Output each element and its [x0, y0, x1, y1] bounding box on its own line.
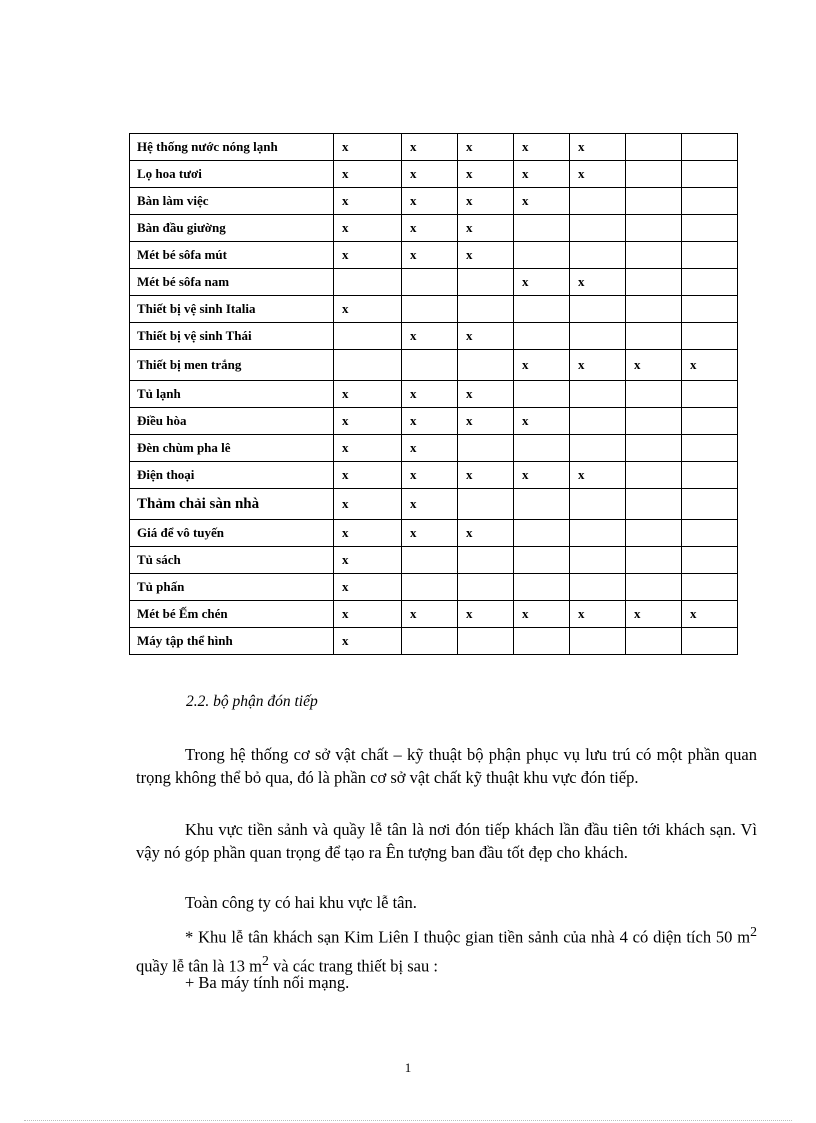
mark-cell: x: [514, 601, 570, 628]
table-row: [130, 215, 738, 242]
equipment-name-cell: Máy tập thể hình: [130, 628, 334, 655]
equipment-name-cell: Bàn làm việc: [130, 188, 334, 215]
mark-cell: [626, 269, 682, 296]
mark-cell: [514, 435, 570, 462]
mark-cell: x: [514, 188, 570, 215]
mark-cell: x: [402, 215, 458, 242]
equipment-name-cell: Mét bé sôfa nam: [130, 269, 334, 296]
mark-cell: x: [402, 601, 458, 628]
table-row: [130, 188, 738, 215]
mark-cell: x: [334, 628, 402, 655]
table-row: [130, 547, 738, 574]
table-row: [130, 296, 738, 323]
mark-cell: [570, 489, 626, 520]
mark-cell: x: [402, 242, 458, 269]
mark-cell: [682, 323, 738, 350]
mark-cell: [626, 489, 682, 520]
equipment-name-cell: Thiết bị men trắng: [130, 350, 334, 381]
mark-cell: x: [682, 350, 738, 381]
paragraph-4-part-c: và các trang thiết bị sau :: [268, 956, 438, 975]
mark-cell: [402, 628, 458, 655]
mark-cell: [402, 350, 458, 381]
mark-cell: [458, 547, 514, 574]
equipment-name-cell: Mét bé sôfa mút: [130, 242, 334, 269]
section-heading: 2.2. bộ phận đón tiếp: [186, 693, 318, 710]
mark-cell: [626, 161, 682, 188]
mark-cell: x: [458, 520, 514, 547]
mark-cell: [682, 242, 738, 269]
mark-cell: x: [334, 547, 402, 574]
mark-cell: [626, 574, 682, 601]
mark-cell: x: [514, 269, 570, 296]
mark-cell: [570, 574, 626, 601]
mark-cell: [570, 188, 626, 215]
equipment-name-cell: Thiết bị vệ sinh Thái: [130, 323, 334, 350]
mark-cell: [682, 520, 738, 547]
paragraph-2: Khu vực tiền sảnh và quầy lễ tân là nơi đón tiếp khách lần đầu tiên tới khách sạn. Vì vậy nó góp phần quan trọng để tạo ra Ên tượng ban đầu tốt đẹp cho khách.: [136, 820, 757, 862]
table-row: [130, 242, 738, 269]
mark-cell: [626, 435, 682, 462]
mark-cell: x: [334, 462, 402, 489]
mark-cell: x: [514, 350, 570, 381]
mark-cell: x: [458, 134, 514, 161]
mark-cell: [626, 323, 682, 350]
mark-cell: [514, 296, 570, 323]
equipment-name-cell: Đèn chùm pha lê: [130, 435, 334, 462]
mark-cell: [458, 350, 514, 381]
table-row: [130, 269, 738, 296]
mark-cell: [334, 269, 402, 296]
equipment-name-cell: Hệ thống nước nóng lạnh: [130, 134, 334, 161]
mark-cell: [682, 574, 738, 601]
mark-cell: x: [402, 161, 458, 188]
mark-cell: x: [402, 381, 458, 408]
mark-cell: [458, 628, 514, 655]
equipment-table: [129, 133, 738, 655]
mark-cell: [682, 435, 738, 462]
table-row: [130, 628, 738, 655]
superscript-2: 2: [750, 924, 757, 939]
table-row: [130, 520, 738, 547]
mark-cell: x: [402, 134, 458, 161]
mark-cell: x: [514, 462, 570, 489]
mark-cell: [682, 381, 738, 408]
mark-cell: x: [570, 161, 626, 188]
mark-cell: [458, 269, 514, 296]
mark-cell: x: [570, 462, 626, 489]
mark-cell: x: [402, 520, 458, 547]
mark-cell: x: [626, 350, 682, 381]
mark-cell: [626, 547, 682, 574]
mark-cell: [334, 350, 402, 381]
mark-cell: x: [570, 601, 626, 628]
mark-cell: x: [458, 323, 514, 350]
mark-cell: [570, 296, 626, 323]
mark-cell: [402, 547, 458, 574]
mark-cell: [458, 296, 514, 323]
equipment-name-cell: Điện thoại: [130, 462, 334, 489]
mark-cell: [626, 408, 682, 435]
mark-cell: x: [334, 215, 402, 242]
paragraph-4-part-a: * Khu lễ tân khách sạn Kim Liên I thuộc gian tiền sảnh của nhà 4 có diện tích 50 m: [185, 927, 751, 947]
mark-cell: x: [334, 161, 402, 188]
mark-cell: x: [458, 215, 514, 242]
equipment-name-cell: Giá để vô tuyến: [130, 520, 334, 547]
mark-cell: [514, 574, 570, 601]
mark-cell: x: [402, 188, 458, 215]
mark-cell: [682, 547, 738, 574]
mark-cell: x: [334, 188, 402, 215]
mark-cell: x: [402, 462, 458, 489]
mark-cell: [458, 574, 514, 601]
mark-cell: x: [570, 269, 626, 296]
mark-cell: x: [402, 435, 458, 462]
mark-cell: [458, 489, 514, 520]
mark-cell: [626, 188, 682, 215]
mark-cell: x: [458, 188, 514, 215]
mark-cell: [570, 381, 626, 408]
mark-cell: [514, 489, 570, 520]
superscript-2: 2: [262, 952, 269, 968]
mark-cell: [570, 323, 626, 350]
mark-cell: [570, 628, 626, 655]
table-row: [130, 574, 738, 601]
mark-cell: x: [334, 574, 402, 601]
table-row: [130, 323, 738, 350]
mark-cell: x: [334, 408, 402, 435]
mark-cell: x: [458, 161, 514, 188]
mark-cell: [514, 628, 570, 655]
mark-cell: x: [458, 381, 514, 408]
mark-cell: [626, 296, 682, 323]
mark-cell: [514, 381, 570, 408]
mark-cell: [682, 489, 738, 520]
mark-cell: [626, 215, 682, 242]
footer-divider: [24, 1120, 792, 1121]
mark-cell: x: [402, 489, 458, 520]
mark-cell: [402, 269, 458, 296]
mark-cell: [514, 547, 570, 574]
mark-cell: x: [334, 489, 402, 520]
mark-cell: [682, 215, 738, 242]
mark-cell: [514, 520, 570, 547]
paragraph-4: [136, 920, 757, 977]
mark-cell: x: [334, 296, 402, 323]
table-row: [130, 601, 738, 628]
mark-cell: [626, 628, 682, 655]
mark-cell: x: [570, 350, 626, 381]
mark-cell: x: [514, 161, 570, 188]
mark-cell: x: [334, 601, 402, 628]
equipment-name-cell: Tủ sách: [130, 547, 334, 574]
equipment-name-cell: Tủ phấn: [130, 574, 334, 601]
paragraph-3: Toàn công ty có hai khu vực lễ tân.: [185, 893, 417, 912]
mark-cell: x: [402, 323, 458, 350]
paragraph-1: Trong hệ thống cơ sở vật chất – kỹ thuật bộ phận phục vụ lưu trú có một phần quan trọng không thể bỏ qua, đó là phần cơ sở vật chất kỹ thuật khu vực đón tiếp.: [136, 745, 757, 787]
equipment-name-cell: Thiết bị vệ sinh Italia: [130, 296, 334, 323]
mark-cell: [514, 215, 570, 242]
equipment-name-cell: Thảm chải sàn nhà: [130, 489, 334, 520]
equipment-name-cell: Tủ lạnh: [130, 381, 334, 408]
mark-cell: x: [458, 462, 514, 489]
mark-cell: [682, 188, 738, 215]
table-row: [130, 134, 738, 161]
table-row: [130, 489, 738, 520]
equipment-name-cell: Lọ hoa tươi: [130, 161, 334, 188]
mark-cell: [334, 323, 402, 350]
equipment-name-cell: Điều hòa: [130, 408, 334, 435]
mark-cell: x: [682, 601, 738, 628]
mark-cell: x: [334, 134, 402, 161]
mark-cell: [682, 269, 738, 296]
table-row: [130, 435, 738, 462]
mark-cell: x: [334, 242, 402, 269]
mark-cell: x: [514, 134, 570, 161]
mark-cell: [626, 520, 682, 547]
mark-cell: x: [570, 134, 626, 161]
table-row: [130, 161, 738, 188]
mark-cell: x: [458, 242, 514, 269]
table-row: [130, 381, 738, 408]
mark-cell: x: [626, 601, 682, 628]
mark-cell: x: [514, 408, 570, 435]
mark-cell: [682, 134, 738, 161]
mark-cell: x: [402, 408, 458, 435]
mark-cell: [514, 242, 570, 269]
mark-cell: [626, 381, 682, 408]
mark-cell: x: [334, 520, 402, 547]
mark-cell: [682, 628, 738, 655]
mark-cell: [570, 408, 626, 435]
mark-cell: [458, 435, 514, 462]
mark-cell: x: [458, 601, 514, 628]
mark-cell: [570, 547, 626, 574]
mark-cell: [682, 296, 738, 323]
paragraph-4-part-b: quầy lễ tân là 13 m: [136, 956, 263, 975]
mark-cell: [570, 242, 626, 269]
mark-cell: [570, 435, 626, 462]
table-row: [130, 408, 738, 435]
mark-cell: x: [458, 408, 514, 435]
mark-cell: [626, 462, 682, 489]
mark-cell: x: [334, 435, 402, 462]
mark-cell: [626, 242, 682, 269]
page-number: 1: [404, 1060, 412, 1075]
mark-cell: [682, 161, 738, 188]
mark-cell: [626, 134, 682, 161]
mark-cell: [514, 323, 570, 350]
equipment-name-cell: Mét bé Ếm chén: [130, 601, 334, 628]
equipment-name-cell: Bàn đầu giường: [130, 215, 334, 242]
table-row: [130, 350, 738, 381]
mark-cell: x: [334, 381, 402, 408]
mark-cell: [402, 296, 458, 323]
equipment-table-body: [130, 134, 738, 655]
mark-cell: [682, 408, 738, 435]
paragraph-5: + Ba máy tính nối mạng.: [185, 973, 350, 992]
mark-cell: [570, 215, 626, 242]
mark-cell: [402, 574, 458, 601]
mark-cell: [570, 520, 626, 547]
table-row: [130, 462, 738, 489]
mark-cell: [682, 462, 738, 489]
